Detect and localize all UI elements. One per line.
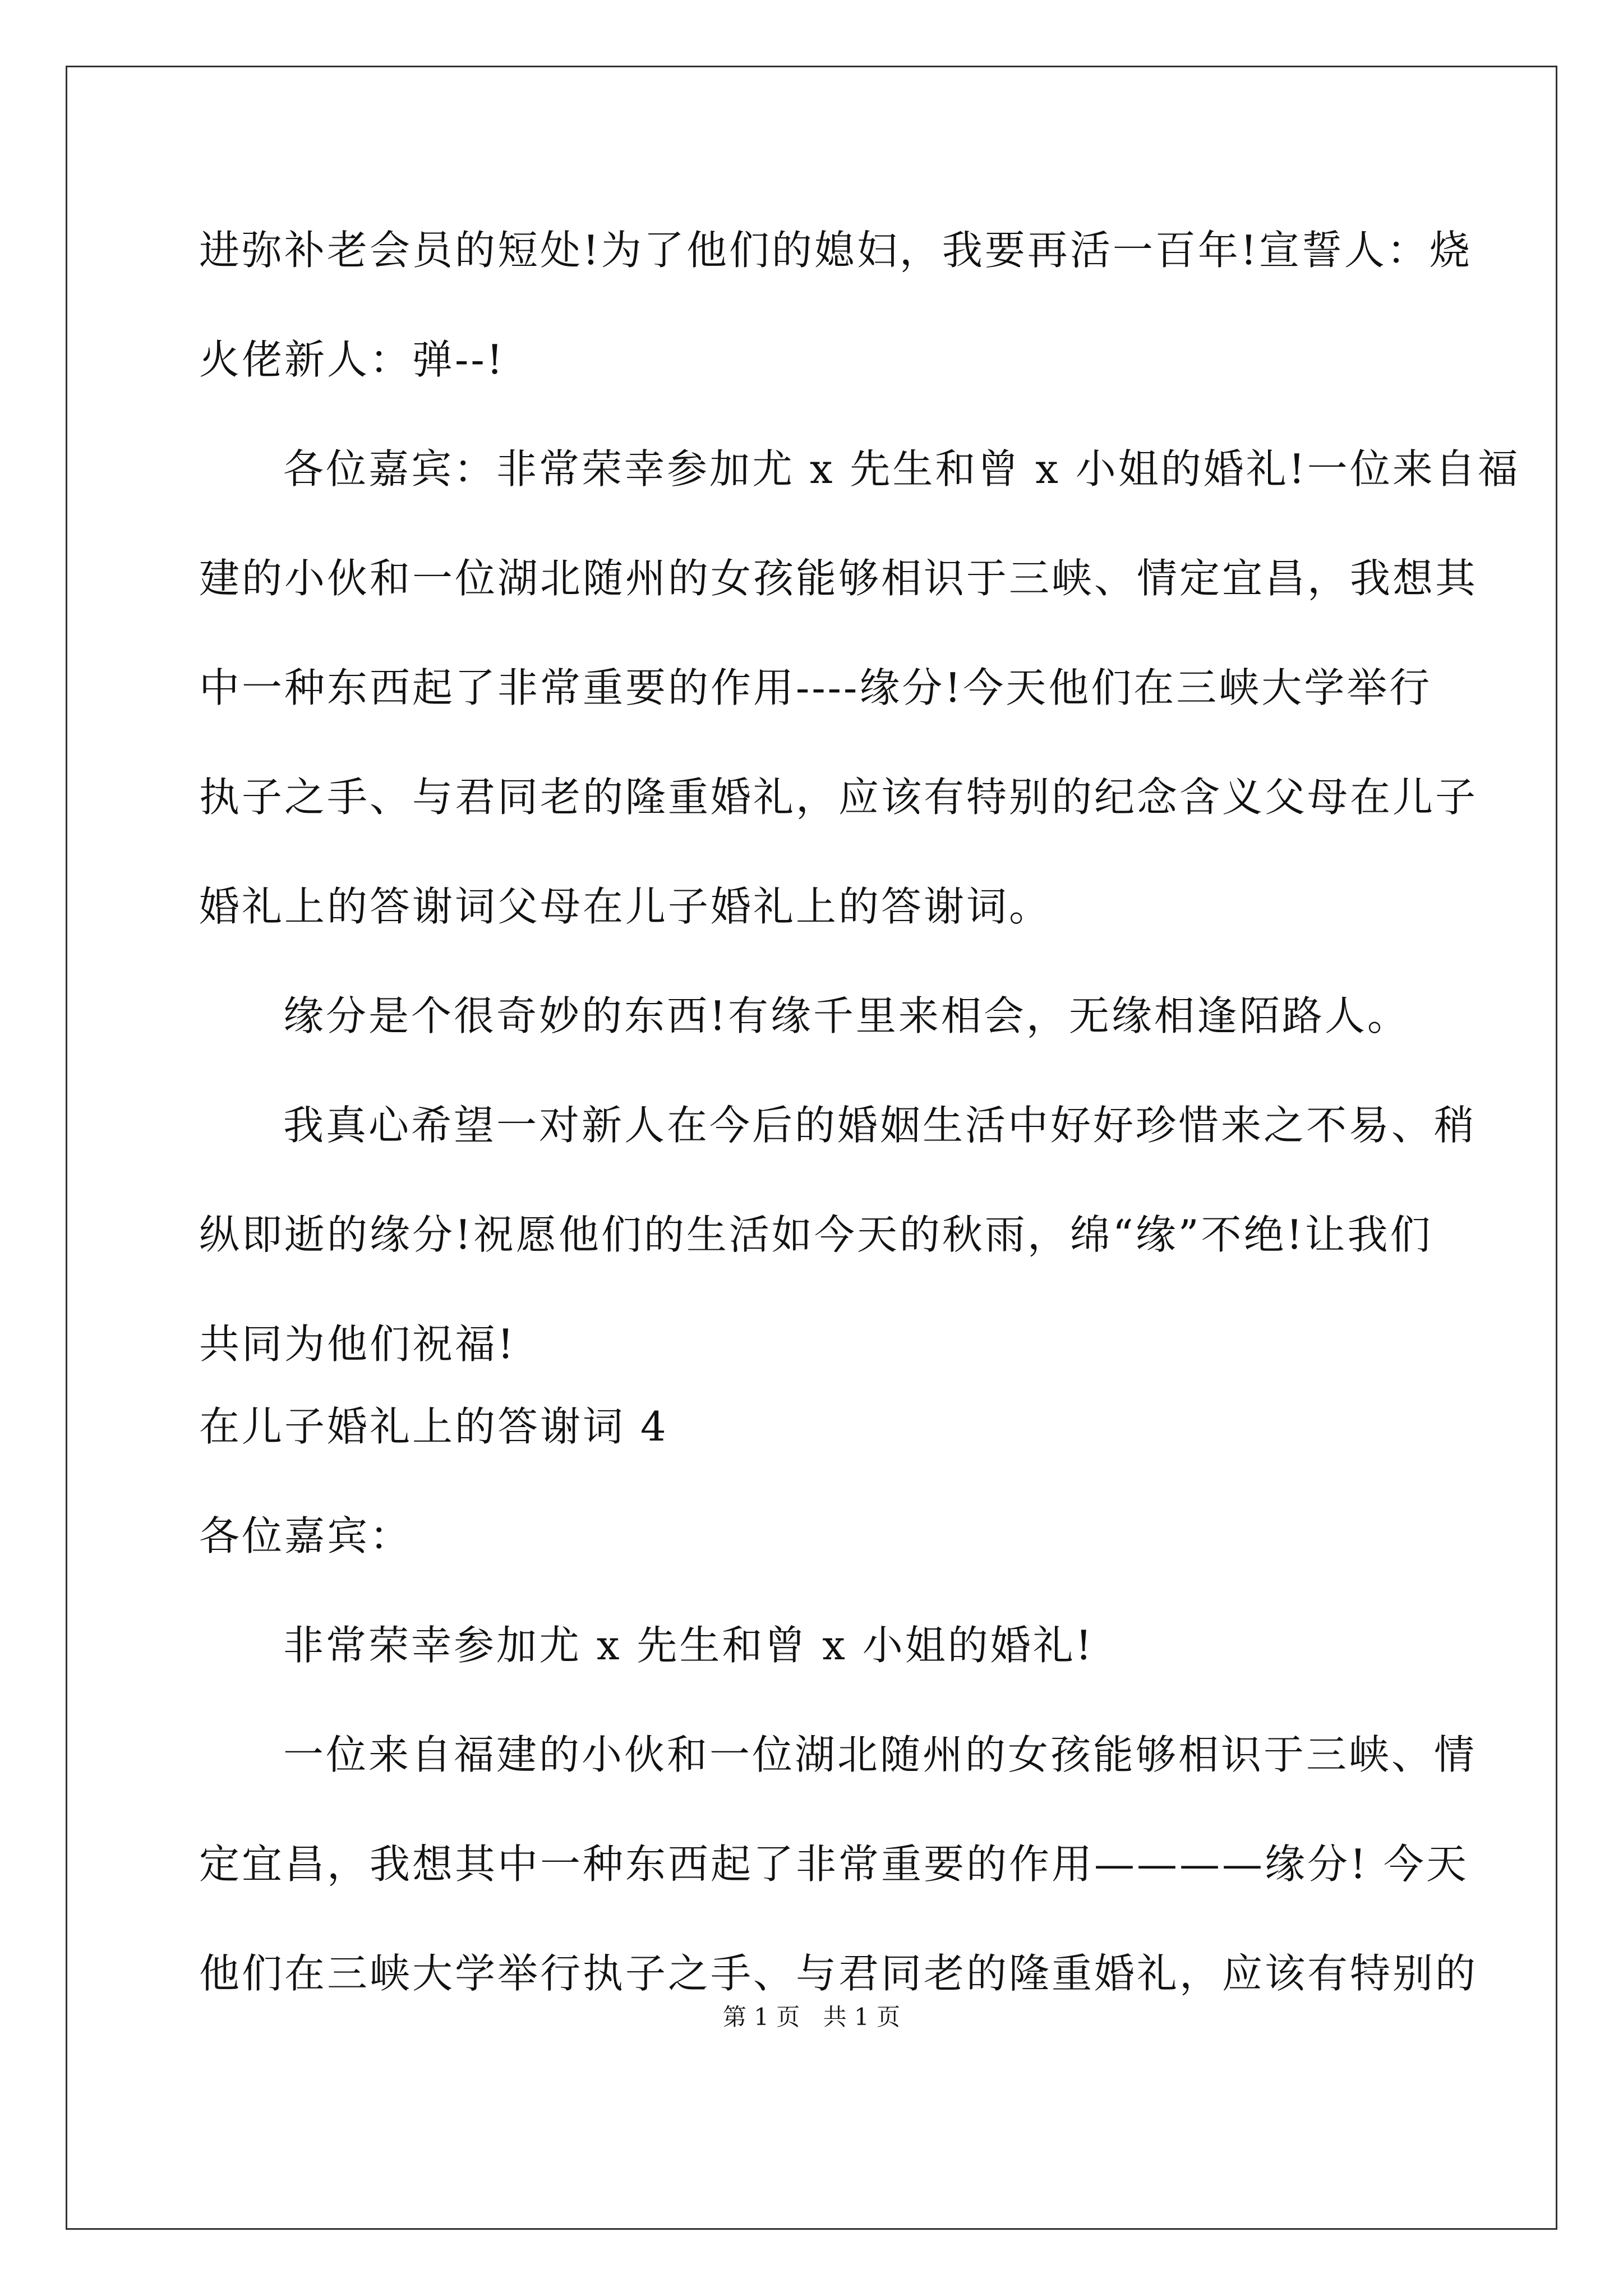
page-number: 第 1 页: [722, 2003, 800, 2031]
page-footer: [0, 2001, 1623, 2033]
section-heading: 在儿子婚礼上的答谢词 4: [199, 1403, 668, 1450]
text-line: 共同为他们祝福!: [199, 1320, 516, 1368]
text-line: 执子之手、与君同老的隆重婚礼，应该有特别的纪念含义父母在儿子: [199, 774, 1478, 821]
paragraph-start: 一位来自福建的小伙和一位湖北随州的女孩能够相识于三峡、情: [283, 1731, 1477, 1778]
text-line: 定宜昌，我想其中一种东西起了非常重要的作用————缘分! 今天: [199, 1841, 1469, 1888]
text-line: 他们在三峡大学举行执子之手、与君同老的隆重婚礼，应该有特别的: [199, 1950, 1478, 1997]
text-line: 进弥补老会员的短处!为了他们的媳妇，我要再活一百年!宣誓人：烧: [199, 227, 1472, 274]
text-line: 中一种东西起了非常重要的作用----缘分!今天他们在三峡大学举行: [199, 664, 1432, 711]
page-total: 共 1 页: [823, 2003, 901, 2031]
salutation: 各位嘉宾：: [199, 1512, 413, 1559]
text-line: 纵即逝的缘分!祝愿他们的生活如今天的秋雨，绵“缘”不绝!让我们: [199, 1211, 1433, 1258]
paragraph-start: 各位嘉宾：非常荣幸参加尤 x 先生和曾 x 小姐的婚礼!一位来自福: [283, 445, 1520, 493]
paragraph-start: 非常荣幸参加尤 x 先生和曾 x 小姐的婚礼!: [283, 1622, 1094, 1669]
text-line: 火佬新人：弹--!: [199, 336, 505, 383]
text-line: 建的小伙和一位湖北随州的女孩能够相识于三峡、情定宜昌，我想其: [199, 555, 1478, 602]
paragraph-start: 缘分是个很奇妙的东西!有缘千里来相会，无缘相逢陌路人。: [283, 992, 1410, 1039]
text-line: 婚礼上的答谢词父母在儿子婚礼上的答谢词。: [199, 883, 1052, 930]
paragraph-start: 我真心希望一对新人在今后的婚姻生活中好好珍惜来之不易、稍: [283, 1102, 1477, 1149]
